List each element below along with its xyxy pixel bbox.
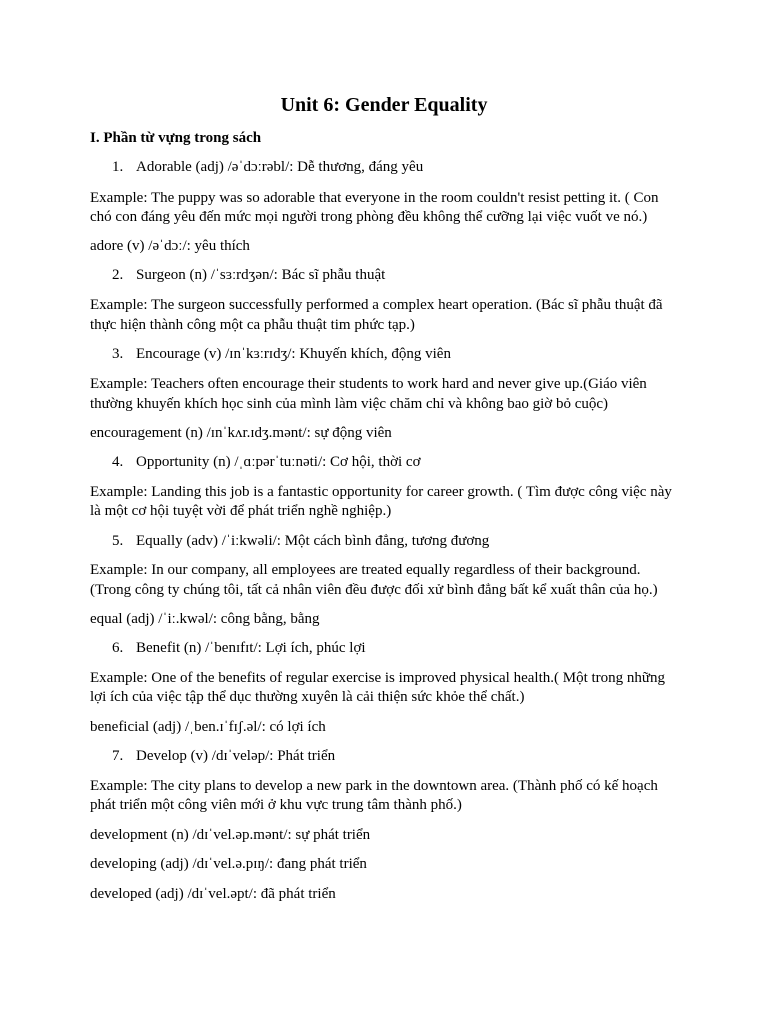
entry-headword: Encourage (v) /ɪnˈkɜːrɪdʒ/: Khuyến khích, động viên (136, 346, 451, 362)
example-line: lợi ích của việc tập thể dục thường xuyên là cải thiện sức khỏe thể chất.) (90, 689, 525, 705)
section-heading: I. Phần từ vựng trong sách (90, 130, 262, 146)
entry-headword: Benefit (n) /ˈbenɪfɪt/: Lợi ích, phúc lợi (136, 640, 366, 656)
related-word: equal (adj) /ˈiː.kwəl/: công bằng, bằng (90, 611, 320, 627)
example-line: Example: In our company, all employees are treated equally regardless of their background. (90, 562, 641, 578)
related-word: encouragement (n) /ɪnˈkʌr.ɪdʒ.mənt/: sự động viên (90, 425, 392, 441)
vocab-entry-adorable (112, 157, 423, 177)
entry-number: 4. (112, 454, 124, 470)
example-line: Example: Teachers often encourage their students to work hard and never give up.(Giáo viên (90, 376, 647, 392)
entry-headword: Opportunity (n) /ˌɑːpərˈtuːnəti/: Cơ hội, thời cơ (136, 454, 421, 470)
vocab-entry-benefit (112, 638, 366, 658)
vocab-entry-develop (112, 746, 335, 766)
page-title: Unit 6: Gender Equality (280, 94, 488, 116)
example-line: thực hiện thành công một ca phẫu thuật tim phức tạp.) (90, 317, 415, 333)
related-word: adore (v) /əˈdɔː/: yêu thích (90, 238, 250, 254)
related-word: developed (adj) /dɪˈvel.əpt/: đã phát triển (90, 886, 336, 902)
example-line: Example: The city plans to develop a new park in the downtown area. (Thành phố có kế hoạch (90, 778, 658, 794)
entry-number: 3. (112, 346, 124, 362)
example-line: Example: The puppy was so adorable that everyone in the room couldn't resist petting it. ( Con (90, 190, 659, 206)
vocab-entry-surgeon (112, 265, 385, 285)
entry-number: 1. (112, 159, 124, 175)
example-line: Example: The surgeon successfully performed a complex heart operation. (Bác sĩ phẫu thuật đã (90, 297, 663, 313)
vocab-entry-equally (112, 531, 489, 551)
related-word: beneficial (adj) /ˌben.ɪˈfɪʃ.əl/: có lợi ích (90, 719, 326, 735)
example-line: Example: One of the benefits of regular exercise is improved physical health.( Một trong những (90, 670, 666, 686)
related-word: developing (adj) /dɪˈvel.ə.pɪŋ/: đang phát triển (90, 856, 367, 872)
example-line: là một cơ hội tuyệt vời để phát triển nghề nghiệp.) (90, 503, 392, 519)
entry-number: 5. (112, 533, 124, 549)
vocab-entry-encourage (112, 344, 451, 364)
vocab-entry-opportunity (112, 452, 421, 472)
entry-headword: Develop (v) /dɪˈveləp/: Phát triển (136, 748, 336, 764)
entry-headword: Adorable (adj) /əˈdɔːrəbl/: Dễ thương, đáng yêu (136, 159, 424, 175)
entry-headword: Surgeon (n) /ˈsɜːrdʒən/: Bác sĩ phẫu thuật (136, 267, 386, 283)
example-line: Example: Landing this job is a fantastic opportunity for career growth. ( Tìm được công việc này (90, 484, 672, 500)
example-line: (Trong công ty chúng tôi, tất cả nhân viên đều được đối xử bình đẳng bất kể xuất thân của họ.) (90, 582, 658, 598)
entry-number: 2. (112, 267, 124, 283)
entry-number: 6. (112, 640, 124, 656)
entry-number: 7. (112, 748, 124, 764)
example-line: phát triển một công viên mới ở khu vực trung tâm thành phố.) (90, 797, 462, 813)
example-line: thường khuyến khích học sinh của mình làm việc chăm chỉ và không bao giờ bỏ cuộc) (90, 396, 609, 412)
entry-headword: Equally (adv) /ˈiːkwəli/: Một cách bình đẳng, tương đương (136, 533, 490, 549)
related-word: development (n) /dɪˈvel.əp.mənt/: sự phát triển (90, 827, 371, 843)
example-line: chó con đáng yêu đến mức mọi người trong phòng đều không thể cưỡng lại việc vuốt ve nó.) (90, 209, 648, 225)
